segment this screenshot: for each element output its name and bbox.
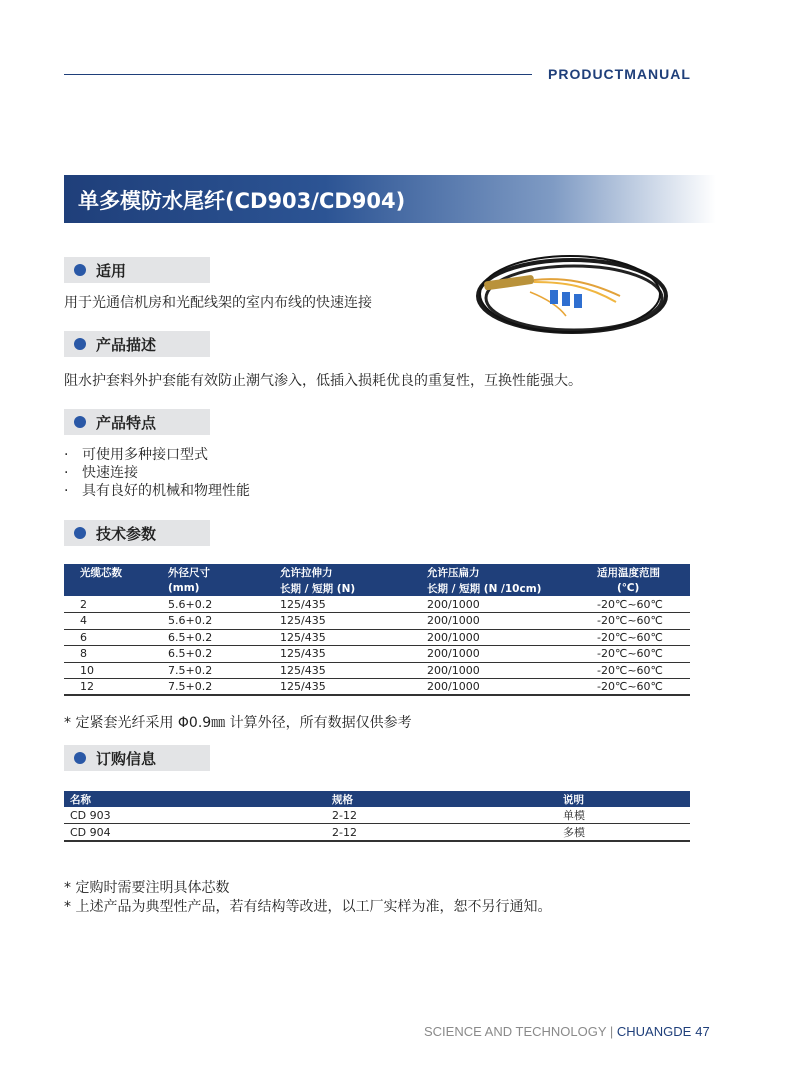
section-order-label: 订购信息 xyxy=(96,750,157,768)
title-banner xyxy=(64,175,716,223)
table-header-cell: 允许压扁力 xyxy=(411,564,573,580)
table-header-cell: 说明 xyxy=(557,791,690,807)
section-tech-label: 技术参数 xyxy=(96,525,157,543)
page-number: 47 xyxy=(695,1024,710,1039)
features-list xyxy=(64,446,250,500)
table-header-cell: 适用温度范围 xyxy=(573,564,690,580)
table-row: 6 6.5+0.2 125/435 200/1000 -20℃~60℃ xyxy=(64,629,690,646)
table-header-cell: 光缆芯数 xyxy=(64,564,152,580)
usage-text: 用于光通信机房和光配线架的室内布线的快速连接 xyxy=(64,295,372,311)
table-row: CD 904 2-12 多模 xyxy=(64,824,690,842)
manual-header: PRODUCTMANUAL xyxy=(548,66,691,82)
table-header-cell: 长期 / 短期 (N /10cm) xyxy=(411,580,573,596)
list-item: · 具有良好的机械和物理性能 xyxy=(64,483,250,499)
section-features-label: 产品特点 xyxy=(96,414,157,432)
table-row: CD 903 2-12 单模 xyxy=(64,807,690,824)
table-row: 10 7.5+0.2 125/435 200/1000 -20℃~60℃ xyxy=(64,662,690,679)
table-row: 4 5.6+0.2 125/435 200/1000 -20℃~60℃ xyxy=(64,613,690,630)
section-description xyxy=(64,331,210,357)
table-header-cell: 允许拉伸力 xyxy=(264,564,411,580)
table-header-row xyxy=(64,791,690,807)
pigtail-cable-image xyxy=(470,252,670,348)
bullet-dot-icon xyxy=(74,752,86,764)
footer-tagline: SCIENCE AND TECHNOLOGY | xyxy=(424,1024,617,1039)
bullet-dot-icon xyxy=(74,416,86,428)
footer-brand: CHUANGDE xyxy=(616,1024,692,1039)
order-table xyxy=(64,791,690,842)
section-tech xyxy=(64,520,210,546)
table-row: 2 5.6+0.2 125/435 200/1000 -20℃~60℃ xyxy=(64,596,690,613)
section-order xyxy=(64,745,210,771)
table-header-cell: 长期 / 短期 (N) xyxy=(264,580,411,596)
table-row: 8 6.5+0.2 125/435 200/1000 -20℃~60℃ xyxy=(64,646,690,663)
order-note-1: * 定购时需要注明具体芯数 xyxy=(64,880,230,896)
bullet-dot-icon xyxy=(74,264,86,276)
table-header-cell xyxy=(64,580,152,596)
list-item: · 可使用多种接口型式 xyxy=(64,447,208,463)
bullet-dot-icon xyxy=(74,527,86,539)
table-header-cell: (mm) xyxy=(152,580,264,596)
table-header-row xyxy=(64,580,690,596)
page-footer xyxy=(424,1024,710,1039)
header-rule xyxy=(64,74,532,75)
table-header-cell: 规格 xyxy=(326,791,557,807)
list-item: · 快速连接 xyxy=(64,465,138,481)
description-text: 阻水护套料外护套能有效防止潮气渗入，低插入损耗优良的重复性，互换性能强大。 xyxy=(64,373,582,389)
bullet-dot-icon xyxy=(74,338,86,350)
table-row: 12 7.5+0.2 125/435 200/1000 -20℃~60℃ xyxy=(64,679,690,696)
order-note-2: * 上述产品为典型性产品，若有结构等改进，以工厂实样为准，恕不另行通知。 xyxy=(64,899,552,915)
section-features xyxy=(64,409,210,435)
table-header-cell: 外径尺寸 xyxy=(152,564,264,580)
spec-table xyxy=(64,564,690,696)
section-description-label: 产品描述 xyxy=(96,336,157,354)
page-title: 单多模防水尾纤(CD903/CD904) xyxy=(78,189,406,213)
table-header-cell: (℃) xyxy=(573,580,690,596)
section-usage xyxy=(64,257,210,283)
table-header-cell: 名称 xyxy=(64,791,326,807)
spec-note: * 定紧套光纤采用 Φ0.9㎜ 计算外径，所有数据仅供参考 xyxy=(64,715,412,731)
section-usage-label: 适用 xyxy=(96,262,127,280)
table-header-row xyxy=(64,564,690,580)
